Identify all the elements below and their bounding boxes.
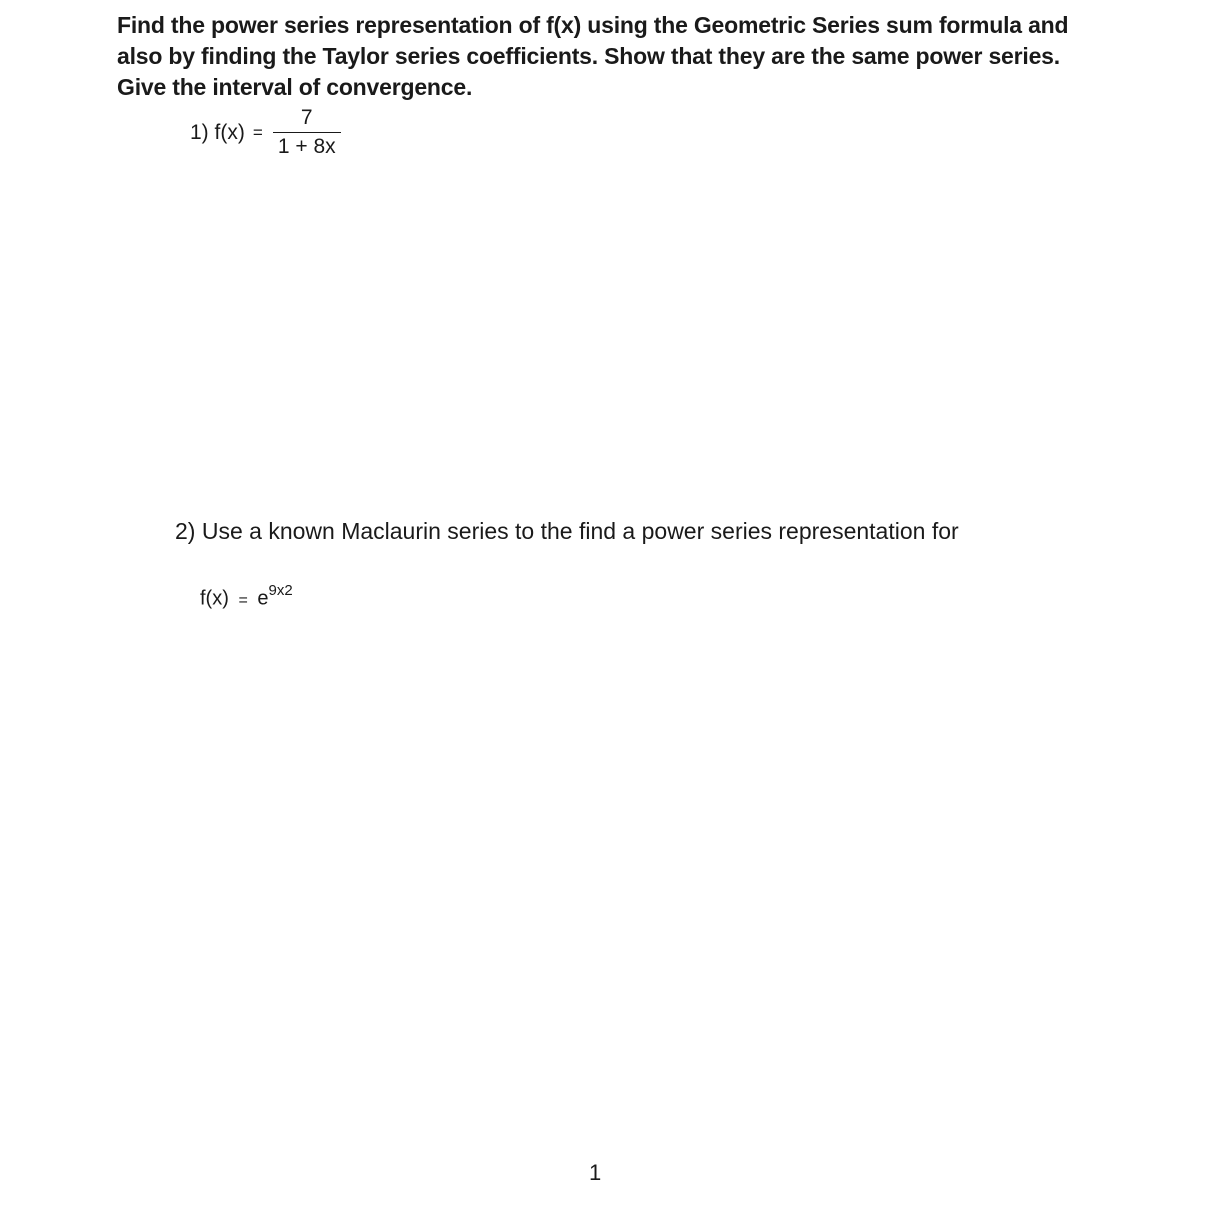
problem-2-equals: = <box>238 591 248 609</box>
instructions-line-3: Give the interval of convergence. <box>117 74 473 100</box>
problem-1 <box>190 106 341 160</box>
problem-2-lhs: f(x) <box>200 587 229 610</box>
instructions-line-1: Find the power series representation of f(x) using the Geometric Series sum formula and <box>117 12 1069 38</box>
problem-2-function <box>200 584 293 611</box>
page-number: 1 <box>589 1160 602 1185</box>
problem-1-equals: = <box>252 123 263 142</box>
problem-2-base: e <box>257 587 269 610</box>
problem-1-label: 1) f(x) <box>190 121 245 144</box>
fraction-numerator: 7 <box>300 106 313 129</box>
problem-1-fraction <box>273 106 341 160</box>
problem-2-prompt: 2) Use a known Maclaurin series to the find a power series representation for <box>175 518 959 544</box>
instructions <box>117 10 1117 103</box>
fraction-denominator: 1 + 8x <box>277 135 336 158</box>
instructions-line-2: also by finding the Taylor series coefficients. Show that they are the same power series. <box>117 43 1060 69</box>
problem-2-exponent: 9x2 <box>268 582 293 599</box>
